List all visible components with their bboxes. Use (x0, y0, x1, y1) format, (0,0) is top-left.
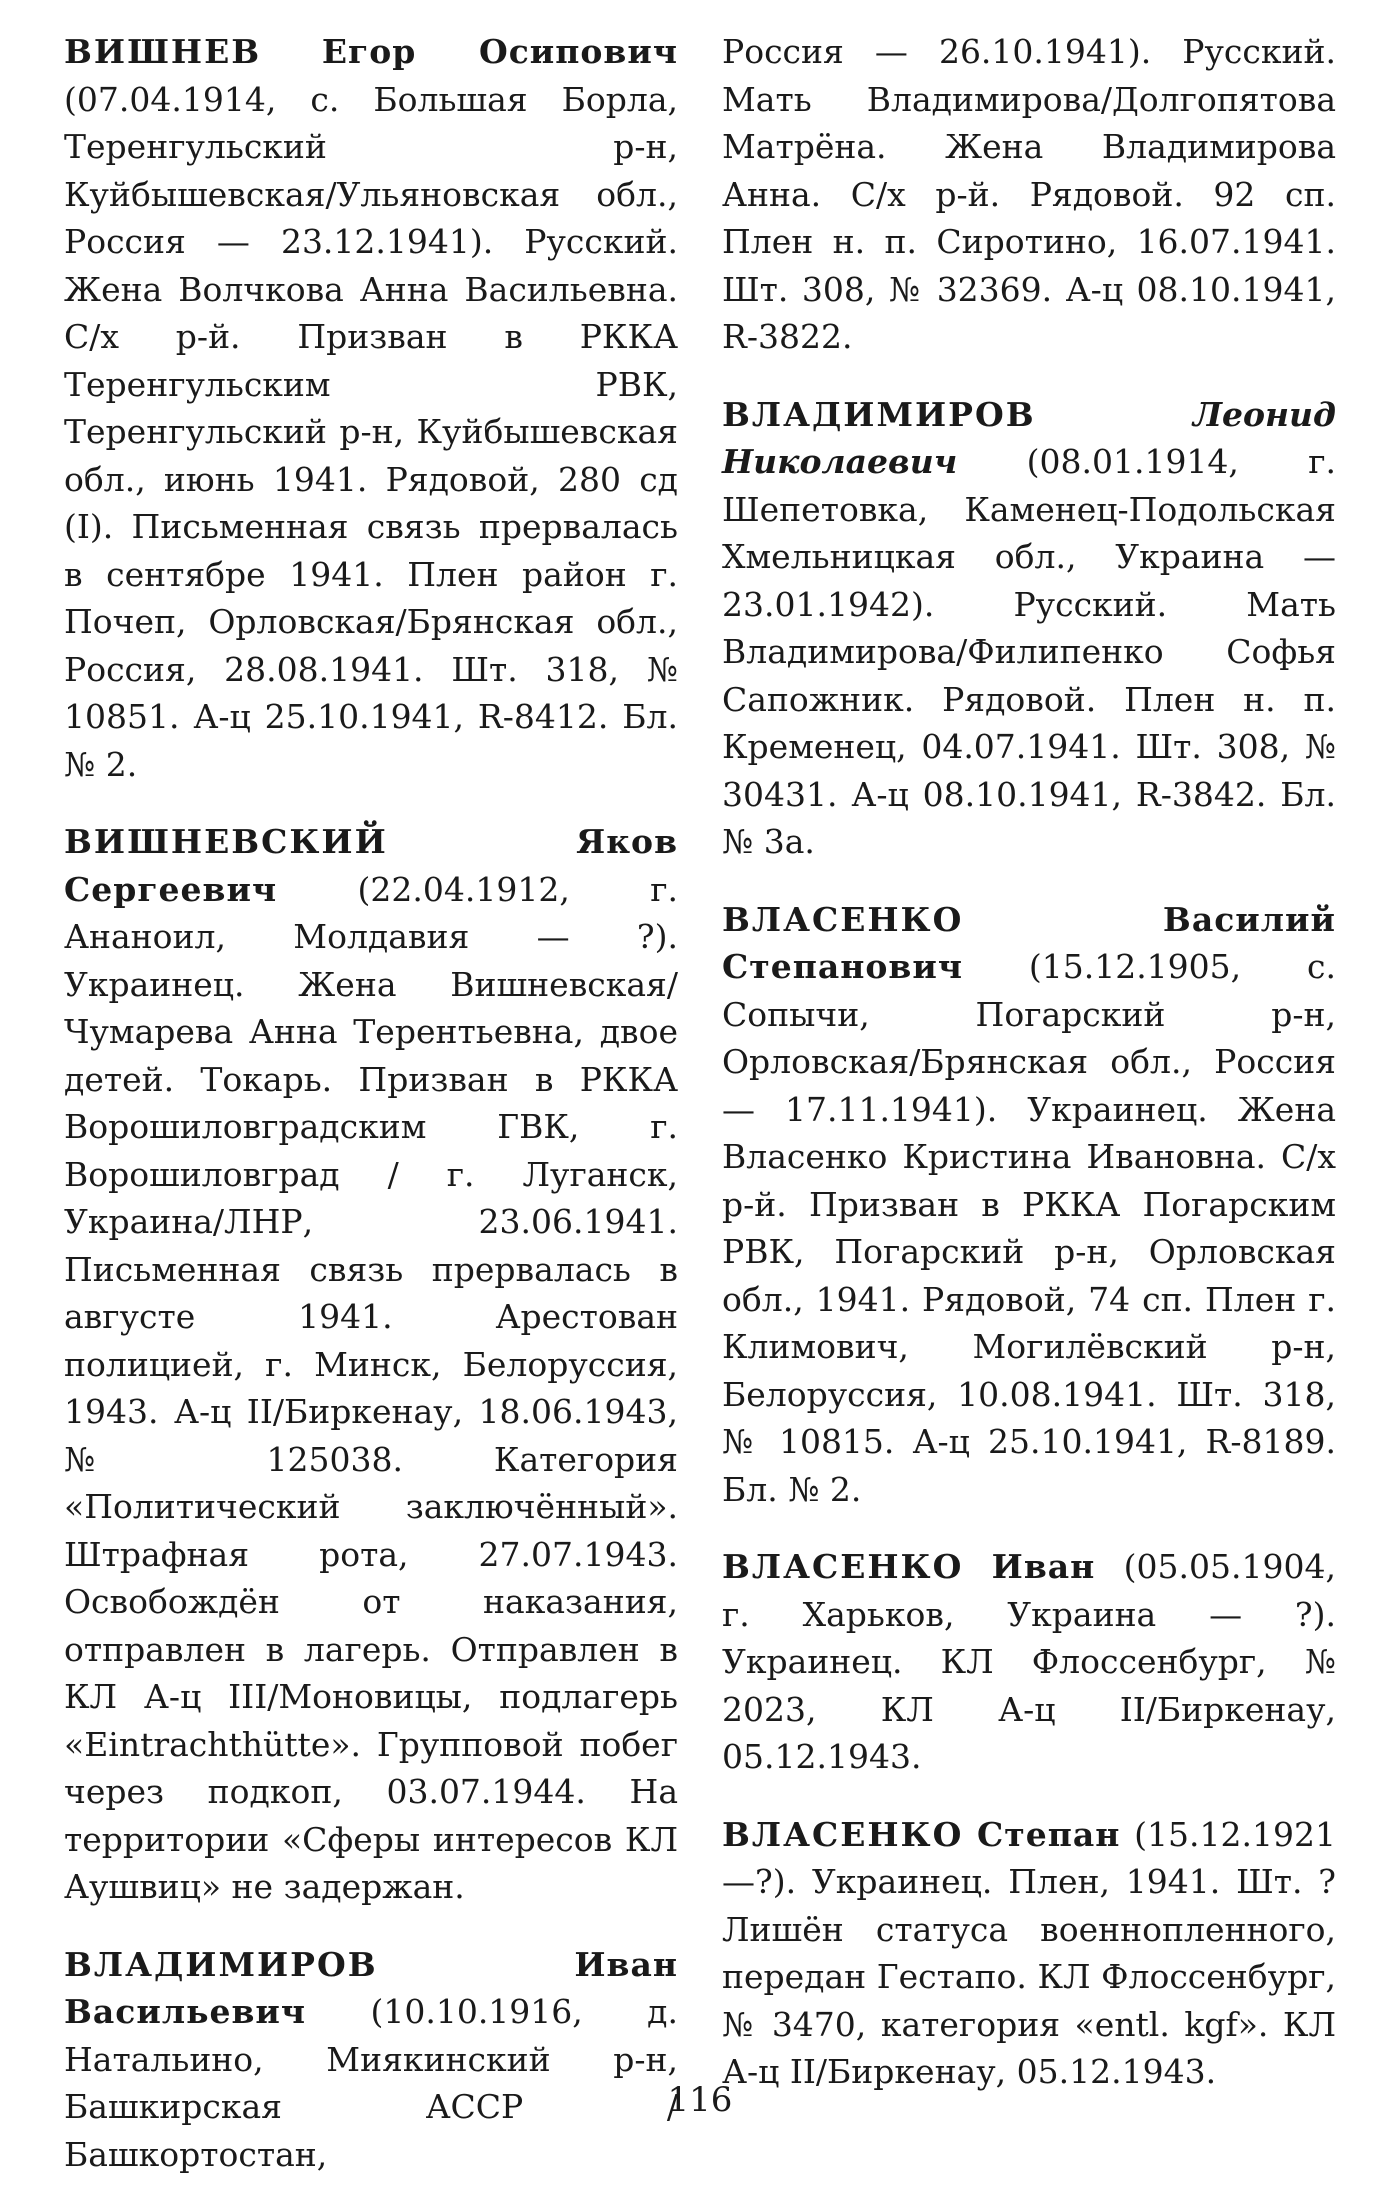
entry-given-name: Иван (991, 1547, 1096, 1586)
entry-surname: ВЛАСЕНКО (722, 899, 964, 939)
page-number: 116 (667, 2080, 733, 2120)
entry-vladimirov-leonid (722, 391, 1336, 866)
entry-body: (07.04.1914, с. Большая Борла, Теренгульский р-н, Куйбышевская/Ульяновская обл., Россия — 23.12.1941). Русский. Жена Волчкова Анна Васильевна. С/х р-й. Призван в РККА Теренгульским РВК, Теренгульский р-н, Куйбышевская обл., июнь 1941. Рядовой, 280 сд (I). Письменная связь прервалась в сентябре 1941. Плен район г. Почеп, Орловская/Брянская обл., Россия, 28.08.1941. Шт. 318, № 10851. А-ц 25.10.1941, R-8412. Бл. № 2. (64, 79, 678, 784)
left-column (64, 28, 678, 2208)
entry-body: (15.12.1905, с. Сопычи, Погарский р-н, Орловская/Брянская обл., Россия — 17.11.1941). Украинец. Жена Власенко Кристина Ивановна. С/х р-й. Призван в РККА Погарским РВК, Погарский р-н, Орловская обл., 1941. Рядовой, 74 сп. Плен г. Климович, Могилёвский р-н, Белоруссия, 10.08.1941. Шт. 318, № 10815. А-ц 25.10.1941, R-8189. Бл. № 2. (722, 947, 1336, 1509)
entry-vladimirov-ivan-continued (722, 28, 1336, 361)
entry-surname: ВЛАДИМИРОВ (722, 394, 1036, 434)
entry-given-name: Иван Васильевич (64, 1944, 678, 2031)
entry-given-name: Егор Осипович (321, 32, 678, 71)
entry-given-name: Степан (977, 1814, 1121, 1854)
entry-body: (22.04.1912, г. Ананоил, Молдавия — ?). Украинец. Жена Вишневская/Чумарева Анна Терентьевна, двое детей. Токарь. Призван в РККА Ворошиловградским ГВК, г. Ворошиловград / г. Луганск, Украина/ЛНР, 23.06.1941. Письменная связь прервалась в августе 1941. Арестован полицией, г. Минск, Белоруссия, 1943. А-ц II/Биркенау, 18.06.1943, № 125038. Категория «Политический заключённый». Штрафная рота, 27.07.1943. Освобождён от наказания, отправлен в лагерь. Отправлен в КЛ А-ц III/Моновицы, подлагерь «Eintrachthütte». Групповой побег через подкоп, 03.07.1944. На территории «Сферы интересов КЛ Аушвиц» не задержан. (64, 869, 678, 1906)
entry-vishnevsky-yakov (64, 818, 678, 1911)
entry-vladimirov-ivan (64, 1941, 678, 2179)
entry-vishnev-egor (64, 28, 678, 788)
entry-body: (05.05.1904, г. Харьков, Украина — ?). Украинец. КЛ Флоссенбург, № 2023, КЛ А-ц II/Биркенау, 05.12.1943. (722, 1547, 1336, 1776)
entry-body: (15.12.1921—?). Украинец. Плен, 1941. Шт. ? Лишён статуса военнопленного, передан Гестапо. КЛ Флоссенбург, № 3470, категория «entl. kgf». КЛ А-ц II/Биркенау, 05.12.1943. (722, 1814, 1336, 2091)
entry-surname: ВИШНЕВСКИЙ (64, 822, 388, 861)
entry-given-name: Яков Сергеевич (64, 822, 678, 909)
entry-body: Россия — 26.10.1941). Русский. Мать Владимирова/Долгопятова Матрёна. Жена Владимирова Анна. С/х р-й. Рядовой. 92 сп. Плен н. п. Сиротино, 16.07.1941. Шт. 308, № 32369. А-ц 08.10.1941, R-3822. (722, 32, 1336, 356)
entry-surname: ВЛАСЕНКО (722, 1814, 964, 1854)
entry-surname: ВЛАДИМИРОВ (64, 1944, 378, 1984)
entry-body: (08.01.1914, г. Шепетовка, Каменец-Подольская Хмельницкая обл., Украина — 23.01.1942). Русский. Мать Владимирова/Филипенко Софья Сапожник. Рядовой. Плен н. п. Кременец, 04.07.1941. Шт. 308, № 30431. А-ц 08.10.1941, R-3842. Бл. № 3а. (722, 442, 1336, 861)
right-column (722, 28, 1336, 2126)
entry-vlasenko-ivan (722, 1543, 1336, 1781)
entry-vlasenko-stepan (722, 1811, 1336, 2096)
entry-vlasenko-vasily (722, 896, 1336, 1514)
entry-given-name: Леонид Николаевич (722, 394, 1336, 481)
entry-surname: ВЛАСЕНКО (722, 1547, 964, 1586)
entry-given-name: Василий Степанович (722, 899, 1336, 986)
entry-surname: ВИШНЕВ (64, 32, 262, 71)
entry-body: (10.10.1916, д. Натальино, Миякинский р-н, Башкирская АССР / Башкортостан, (64, 1992, 678, 2174)
